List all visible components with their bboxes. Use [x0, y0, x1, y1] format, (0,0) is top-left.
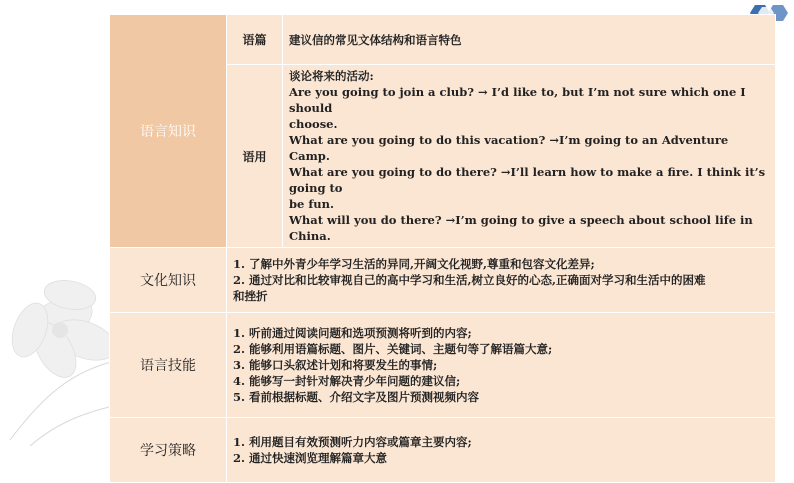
strategy-line: 1. 利用题目有效预测听力内容或篇章主要内容;	[233, 435, 472, 449]
usage-line: 谈论将来的活动:	[289, 69, 374, 83]
subcategory-discourse: 语篇	[227, 15, 283, 65]
usage-line: What will you do there? →I’m going to give a speech about school life in China.	[289, 213, 753, 243]
culture-content	[227, 248, 776, 313]
category-language-knowledge: 语言知识	[110, 15, 227, 248]
usage-line: What are you going to do there? →I’ll learn how to make a fire. I think it’s going to	[289, 165, 766, 195]
skills-line: 1. 听前通过阅读问题和选项预测将听到的内容;	[233, 326, 472, 340]
table-row	[110, 418, 776, 483]
skills-line: 5. 看前根据标题、介绍文字及图片预测视频内容	[233, 390, 480, 404]
syllabus-table	[109, 14, 776, 483]
skills-line: 2. 能够利用语篇标题、图片、关键词、主题句等了解语篇大意;	[233, 342, 553, 356]
usage-line: Are you going to join a club? → I’d like to, but I’m not sure which one I should	[289, 85, 746, 115]
usage-content	[283, 65, 776, 248]
usage-line: be fun.	[289, 197, 335, 211]
strategy-content	[227, 418, 776, 483]
strategy-line: 2. 通过快速浏览理解篇章大意	[233, 451, 388, 465]
category-culture: 文化知识	[110, 248, 227, 313]
culture-line: 和挫折	[233, 289, 268, 303]
skills-line: 4. 能够写一封针对解决青少年问题的建议信;	[233, 374, 461, 388]
table-row	[110, 313, 776, 418]
culture-line: 1. 了解中外青少年学习生活的异同,开阔文化视野,尊重和包容文化差异;	[233, 257, 595, 271]
category-skills: 语言技能	[110, 313, 227, 418]
subcategory-usage: 语用	[227, 65, 283, 248]
category-strategy: 学习策略	[110, 418, 227, 483]
table-row	[110, 248, 776, 313]
discourse-content: 建议信的常见文体结构和语言特色	[283, 15, 776, 65]
skills-line: 3. 能够口头叙述计划和将要发生的事情;	[233, 358, 438, 372]
culture-line: 2. 通过对比和比较审视自己的高中学习和生活,树立良好的心态,正确面对学习和生活中的困难	[233, 273, 706, 287]
table-row	[110, 15, 776, 65]
usage-line: choose.	[289, 117, 338, 131]
skills-content	[227, 313, 776, 418]
usage-line: What are you going to do this vacation? →I’m going to an Adventure Camp.	[289, 133, 729, 163]
